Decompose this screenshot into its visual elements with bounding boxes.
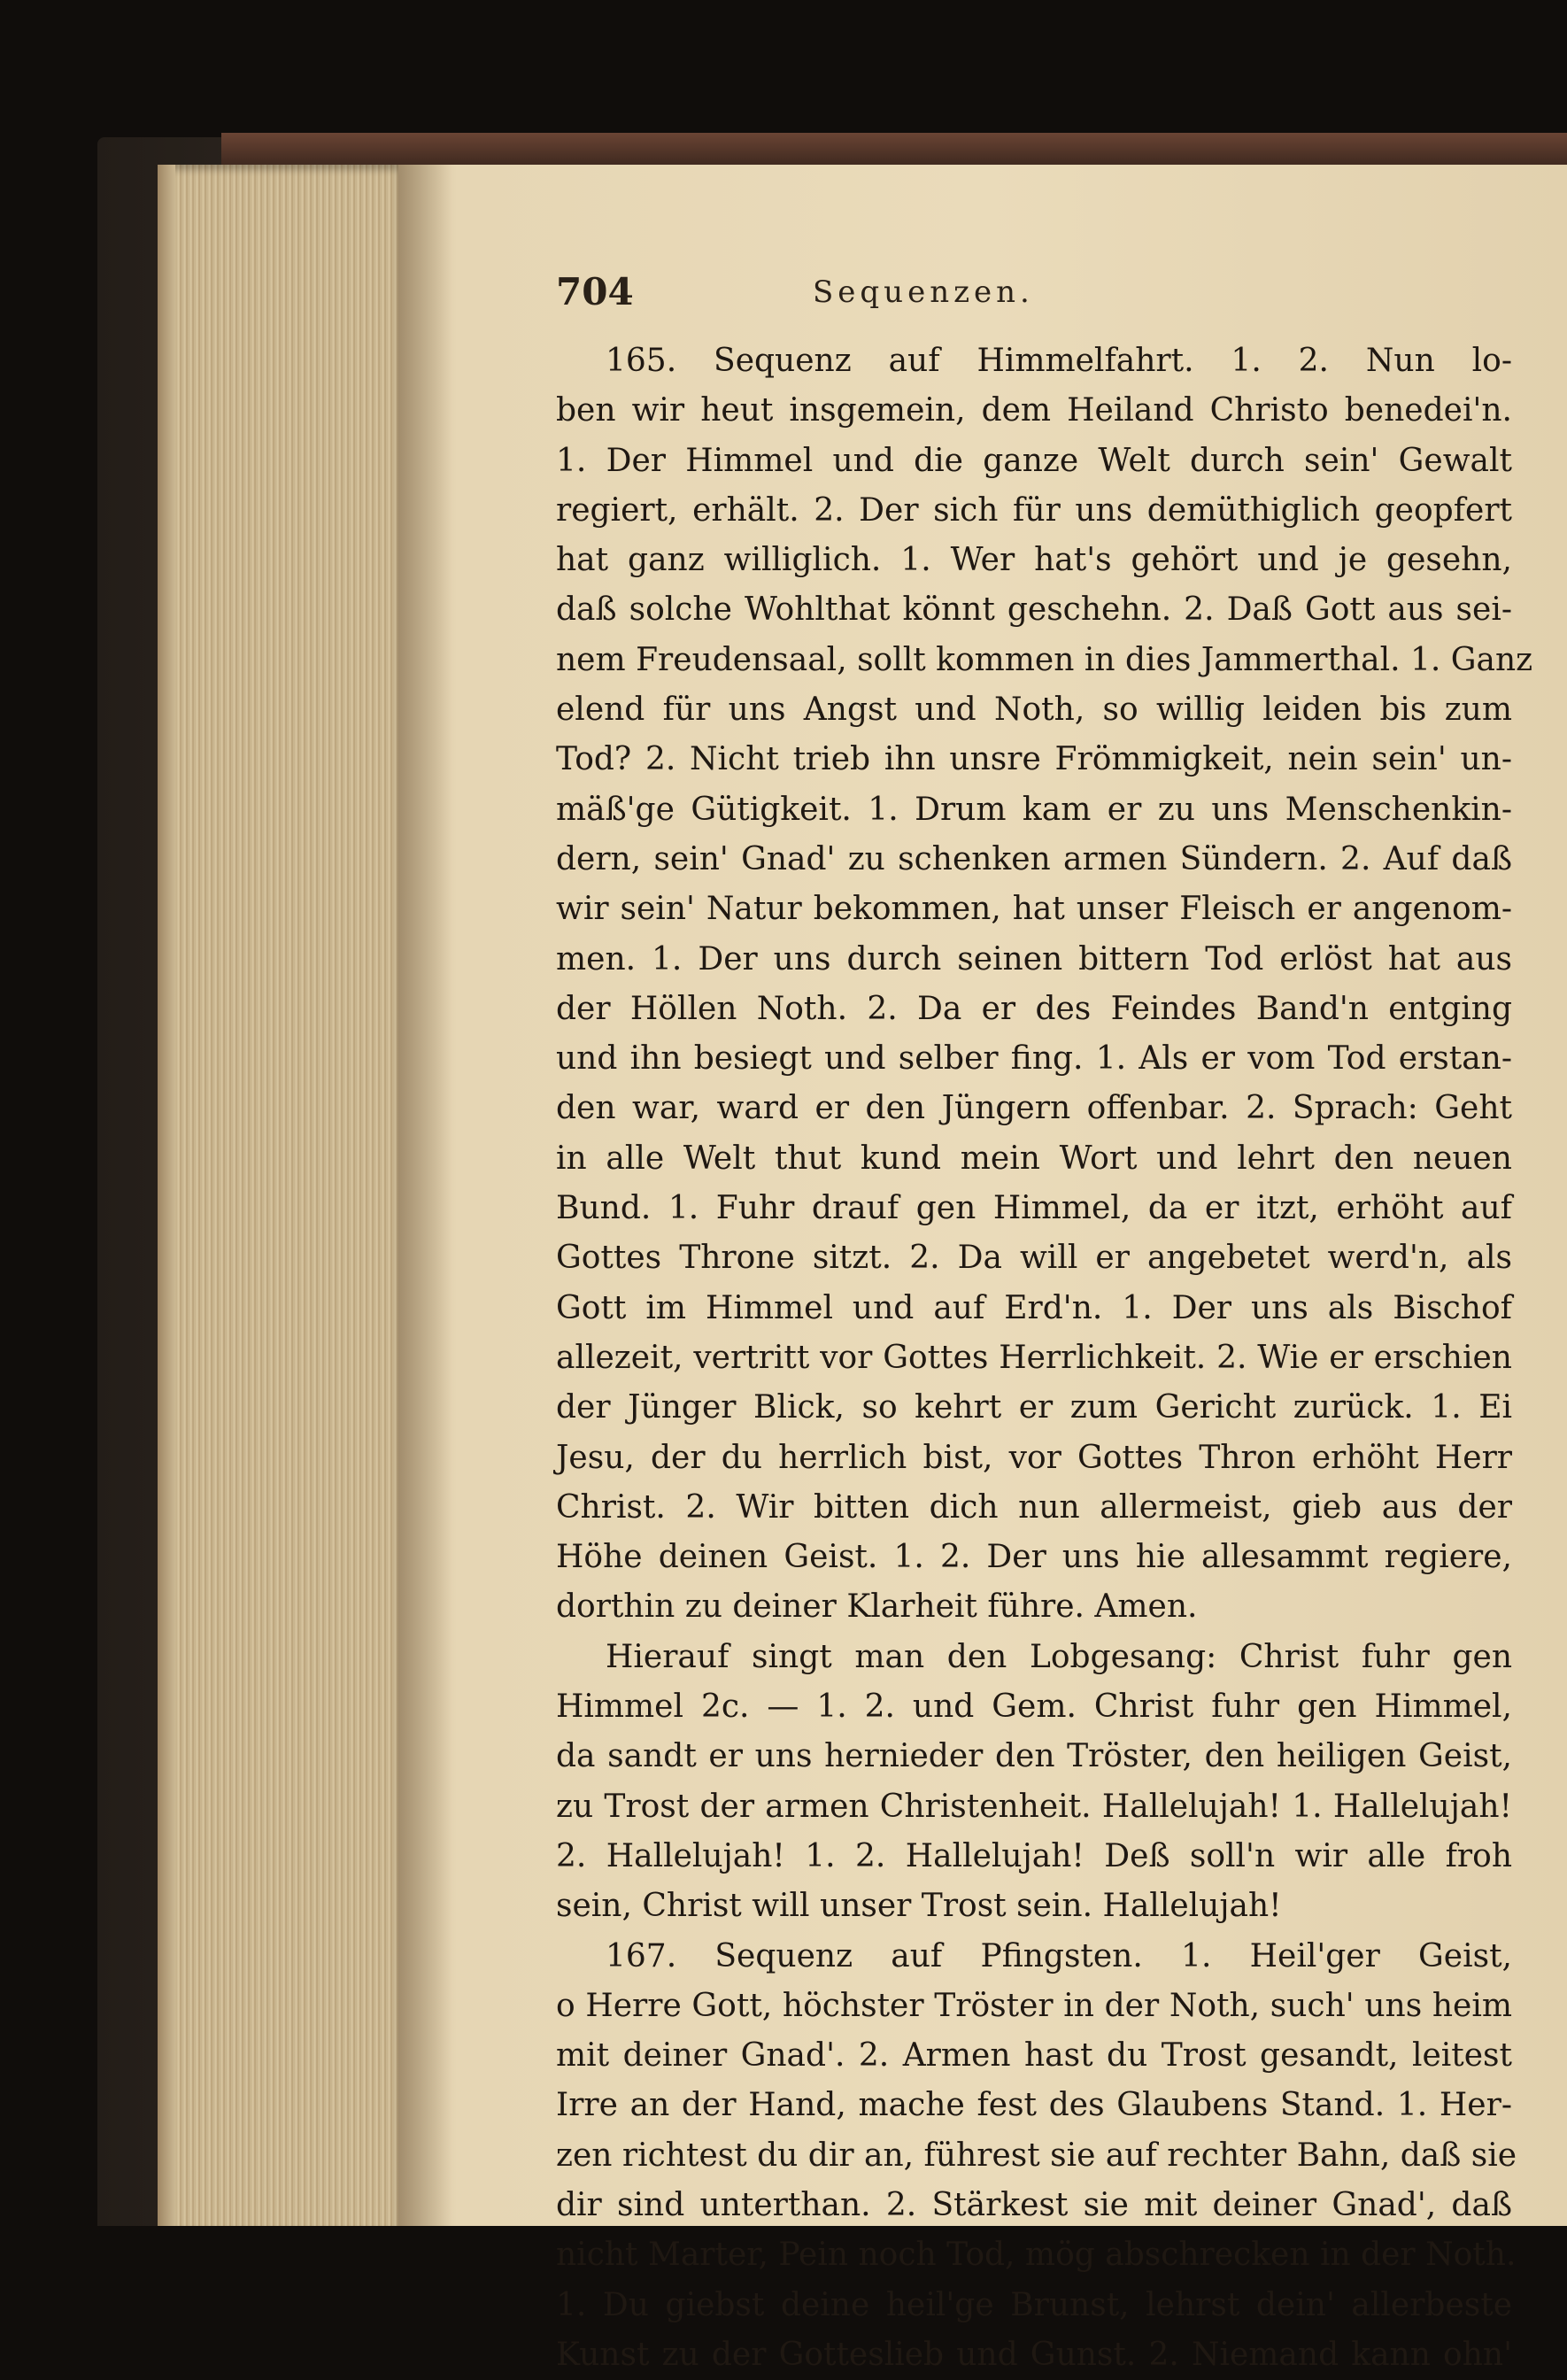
text-line: o Herre Gott, höchster Tröster in der Noth, such' uns heim (556, 1987, 1512, 2024)
text-line: mit deiner Gnad'. 2. Armen hast du Trost gesandt, leitest (556, 2037, 1512, 2075)
text-line: Irre an der Hand, mache fest des Glaubens Stand. 1. Her- (556, 2087, 1512, 2124)
text-line: 1. Der Himmel und die ganze Welt durch sein' Gewalt (556, 442, 1512, 479)
text-line: zu Trost der armen Christenheit. Hallelujah! 1. Hallelujah! (556, 1788, 1512, 1825)
text-line: Hierauf singt man den Lobgesang: Christ fuhr gen (606, 1638, 1512, 1675)
body-text (556, 336, 1533, 2380)
text-line: allezeit, vertritt vor Gottes Herrlichkeit. 2. Wie er erschien (556, 1339, 1512, 1376)
text-line: Bund. 1. Fuhr drauf gen Himmel, da er itzt, erhöht auf (556, 1190, 1512, 1227)
text-line: daß solche Wohlthat könnt geschehn. 2. Daß Gott aus sei- (556, 591, 1512, 629)
text-line: und ihn besiegt und selber fing. 1. Als er vom Tod erstan- (556, 1040, 1512, 1078)
text-line: 2. Hallelujah! 1. 2. Hallelujah! Deß soll'n wir alle froh (556, 1837, 1512, 1874)
text-line: elend für uns Angst und Noth, so willig leiden bis zum (556, 692, 1512, 729)
text-line: in alle Welt thut kund mein Wort und lehrt den neuen (556, 1140, 1512, 1177)
text-line: nem Freudensaal, sollt kommen in dies Jammerthal. 1. Ganz (556, 641, 1533, 678)
text-line: Christ. 2. Wir bitten dich nun allermeist, gieb aus der (556, 1488, 1512, 1526)
book-cover-top-edge (221, 133, 1567, 165)
text-line: der Höllen Noth. 2. Da er des Feindes Band'n entging (556, 990, 1512, 1027)
text-line: men. 1. Der uns durch seinen bittern Tod erlöst hat aus (556, 940, 1512, 978)
text-line: da sandt er uns hernieder den Tröster, den heiligen Geist, (556, 1738, 1512, 1775)
text-line: regiert, erhält. 2. Der sich für uns demüthiglich geopfert (556, 491, 1512, 529)
text-line: sein, Christ will unser Trost sein. Hallelujah! (556, 1888, 1282, 1925)
text-line: zen richtest du dir an, führest sie auf rechter Bahn, daß sie (556, 2137, 1517, 2174)
running-head: Sequenzen. (813, 274, 1034, 310)
text-line: Jesu, der du herrlich bist, vor Gottes Thron erhöht Herr (556, 1439, 1512, 1476)
text-line: dern, sein' Gnad' zu schenken armen Sündern. 2. Auf daß (556, 840, 1512, 877)
page-gutter-shadow (398, 165, 452, 2226)
text-line: Kunst zu der Gotteslieb und Gunst. 2. Niemand kann ohn' (556, 2336, 1512, 2373)
text-line: dir sind unterthan. 2. Stärkest sie mit deiner Gnad', daß (556, 2186, 1512, 2223)
text-line: ben wir heut insgemein, dem Heiland Christo benedei'n. (556, 392, 1512, 429)
text-line: 167. Sequenz auf Pfingsten. 1. Heil'ger Geist, (606, 1937, 1512, 1974)
page-header (556, 266, 1512, 319)
text-line: mäß'ge Gütigkeit. 1. Drum kam er zu uns Menschenkin- (556, 791, 1512, 828)
page-stack-shadow (158, 165, 175, 2226)
text-line: dorthin zu deiner Klarheit führe. Amen. (556, 1588, 1198, 1626)
text-line: 165. Sequenz auf Himmelfahrt. 1. 2. Nun lo- (606, 343, 1512, 379)
text-line: hat ganz williglich. 1. Wer hat's gehört und je gesehn, (556, 542, 1512, 579)
text-line: wir sein' Natur bekommen, hat unser Fleisch er angenom- (556, 891, 1512, 928)
page-number: 704 (556, 270, 634, 313)
text-line: Himmel 2c. — 1. 2. und Gem. Christ fuhr gen Himmel, (556, 1688, 1512, 1726)
text-line: nicht Marter, Pein noch Tod, mög abschrecken in der Noth. (556, 2237, 1517, 2274)
text-line: den war, ward er den Jüngern offenbar. 2. Sprach: Geht (556, 1090, 1512, 1127)
page-stack-edge (158, 165, 398, 2226)
text-line: der Jünger Blick, so kehrt er zum Gericht zurück. 1. Ei (556, 1389, 1512, 1426)
text-line: Gott im Himmel und auf Erd'n. 1. Der uns als Bischof (556, 1289, 1512, 1326)
text-line: 1. Du giebst deine heil'ge Brunst, lehrst dein' allerbeste (556, 2286, 1512, 2323)
text-line: Höhe deinen Geist. 1. 2. Der uns hie allesammt regiere, (556, 1539, 1512, 1576)
text-line: Gottes Throne sitzt. 2. Da will er angebetet werd'n, als (556, 1240, 1512, 1277)
text-line: Tod? 2. Nicht trieb ihn unsre Frömmigkeit, nein sein' un- (556, 741, 1512, 778)
